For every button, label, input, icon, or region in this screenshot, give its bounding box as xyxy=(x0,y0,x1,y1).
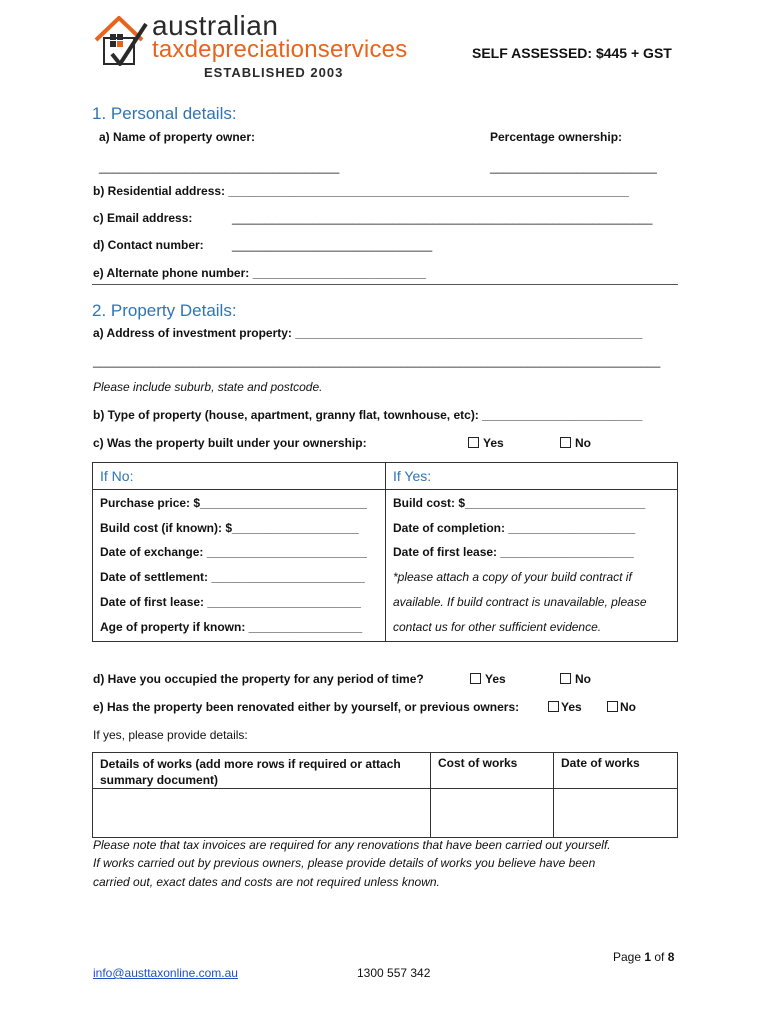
page-number: Page 1 of 8 xyxy=(613,950,675,964)
if-no-heading: If No: xyxy=(100,468,134,484)
build-cost-known-field[interactable]: Build cost (if known): $___________________ xyxy=(100,521,359,535)
checkbox-icon xyxy=(548,701,559,712)
owner-name-field[interactable]: ____________________________________ xyxy=(99,160,340,174)
date-first-lease-no-field[interactable]: Date of first lease: _______________________ xyxy=(100,595,361,609)
footnote-line1: Please note that tax invoices are required for any renovations that have been carried out yourself. xyxy=(93,838,611,852)
works-details-header: Details of works (add more rows if required or attach summary document) xyxy=(100,757,401,787)
age-property-field[interactable]: Age of property if known: _________________ xyxy=(100,620,363,634)
price-label: SELF ASSESSED: $445 + GST xyxy=(472,45,672,61)
occupied-question: d) Have you occupied the property for any period of time? xyxy=(93,672,424,686)
footer-email-link[interactable]: info@austtaxonline.com.au xyxy=(93,966,238,980)
if-yes-heading: If Yes: xyxy=(393,468,432,484)
build-cost-field[interactable]: Build cost: $___________________________ xyxy=(393,496,646,510)
ownership-label: Percentage ownership: xyxy=(490,130,623,144)
renovated-question: e) Has the property been renovated either by yourself, or previous owners: xyxy=(93,700,520,714)
email-field[interactable]: _______________________________________________________________ xyxy=(232,211,653,225)
contact-field[interactable]: ______________________________ xyxy=(232,238,433,252)
logo-line1: australian xyxy=(152,10,279,41)
owner-name-label: a) Name of property owner: xyxy=(99,130,256,144)
date-exchange-field[interactable]: Date of exchange: ________________________ xyxy=(100,545,367,559)
date-first-lease-yes-field[interactable]: Date of first lease: ____________________ xyxy=(393,545,634,559)
checkbox-icon xyxy=(560,437,571,448)
table-header-line xyxy=(92,489,678,490)
built-yes-checkbox[interactable]: Yes xyxy=(468,436,504,450)
footnote-line2: If works carried out by previous owners, please provide details of works you believe have been xyxy=(93,856,596,870)
ownership-field[interactable]: _________________________ xyxy=(490,160,657,174)
property-type-field[interactable]: b) Type of property (house, apartment, granny flat, townhouse, etc): ________________________ xyxy=(93,408,643,422)
date-settlement-field[interactable]: Date of settlement: _______________________ xyxy=(100,570,365,584)
footer-phone: 1300 557 342 xyxy=(357,966,431,980)
section-divider xyxy=(92,284,678,285)
company-logo xyxy=(92,12,462,84)
occupied-yes-checkbox[interactable]: Yes xyxy=(470,672,506,686)
checkbox-icon xyxy=(468,437,479,448)
footnote-line3: carried out, exact dates and costs are not required unless known. xyxy=(93,875,440,889)
renovated-yes-checkbox[interactable]: Yes xyxy=(548,700,582,714)
works-date-header: Date of works xyxy=(561,756,640,770)
checkbox-icon xyxy=(607,701,618,712)
works-cost-cell[interactable] xyxy=(431,789,552,837)
house-logo-icon xyxy=(92,12,152,70)
renovated-no-checkbox[interactable]: No xyxy=(607,700,636,714)
residential-address-field[interactable]: b) Residential address: ____________________________________________________________ xyxy=(93,184,629,198)
section2-title: 2. Property Details: xyxy=(92,301,237,320)
checkbox-icon xyxy=(470,673,481,684)
built-question: c) Was the property built under your ownership: xyxy=(93,436,367,450)
built-no-checkbox[interactable]: No xyxy=(560,436,591,450)
works-cost-header: Cost of works xyxy=(438,756,518,770)
suburb-note: Please include suburb, state and postcode. xyxy=(93,380,323,394)
investment-address-line2[interactable]: _____________________________________________________________________________________ xyxy=(93,354,661,368)
alt-phone-field[interactable]: e) Alternate phone number: __________________________ xyxy=(93,266,427,280)
details-prompt: If yes, please provide details: xyxy=(93,728,248,742)
date-completion-field[interactable]: Date of completion: ___________________ xyxy=(393,521,636,535)
checkbox-icon xyxy=(560,673,571,684)
build-contract-note-2: available. If build contract is unavailable, please xyxy=(393,595,647,609)
works-date-cell[interactable] xyxy=(554,789,677,837)
build-contract-note-1: *please attach a copy of your build contract if xyxy=(393,570,632,584)
works-details-cell[interactable] xyxy=(93,789,429,837)
build-contract-note-3: contact us for other sufficient evidence. xyxy=(393,620,602,634)
purchase-price-field[interactable]: Purchase price: $_________________________ xyxy=(100,496,367,510)
section1-title: 1. Personal details: xyxy=(92,104,237,123)
logo-line3: ESTABLISHED 2003 xyxy=(204,65,344,80)
logo-line2: taxdepreciationservices xyxy=(152,36,408,63)
email-label: c) Email address: xyxy=(93,211,193,225)
investment-address-field[interactable]: a) Address of investment property: ____________________________________________________ xyxy=(93,326,643,340)
contact-label: d) Contact number: xyxy=(93,238,204,252)
occupied-no-checkbox[interactable]: No xyxy=(560,672,591,686)
